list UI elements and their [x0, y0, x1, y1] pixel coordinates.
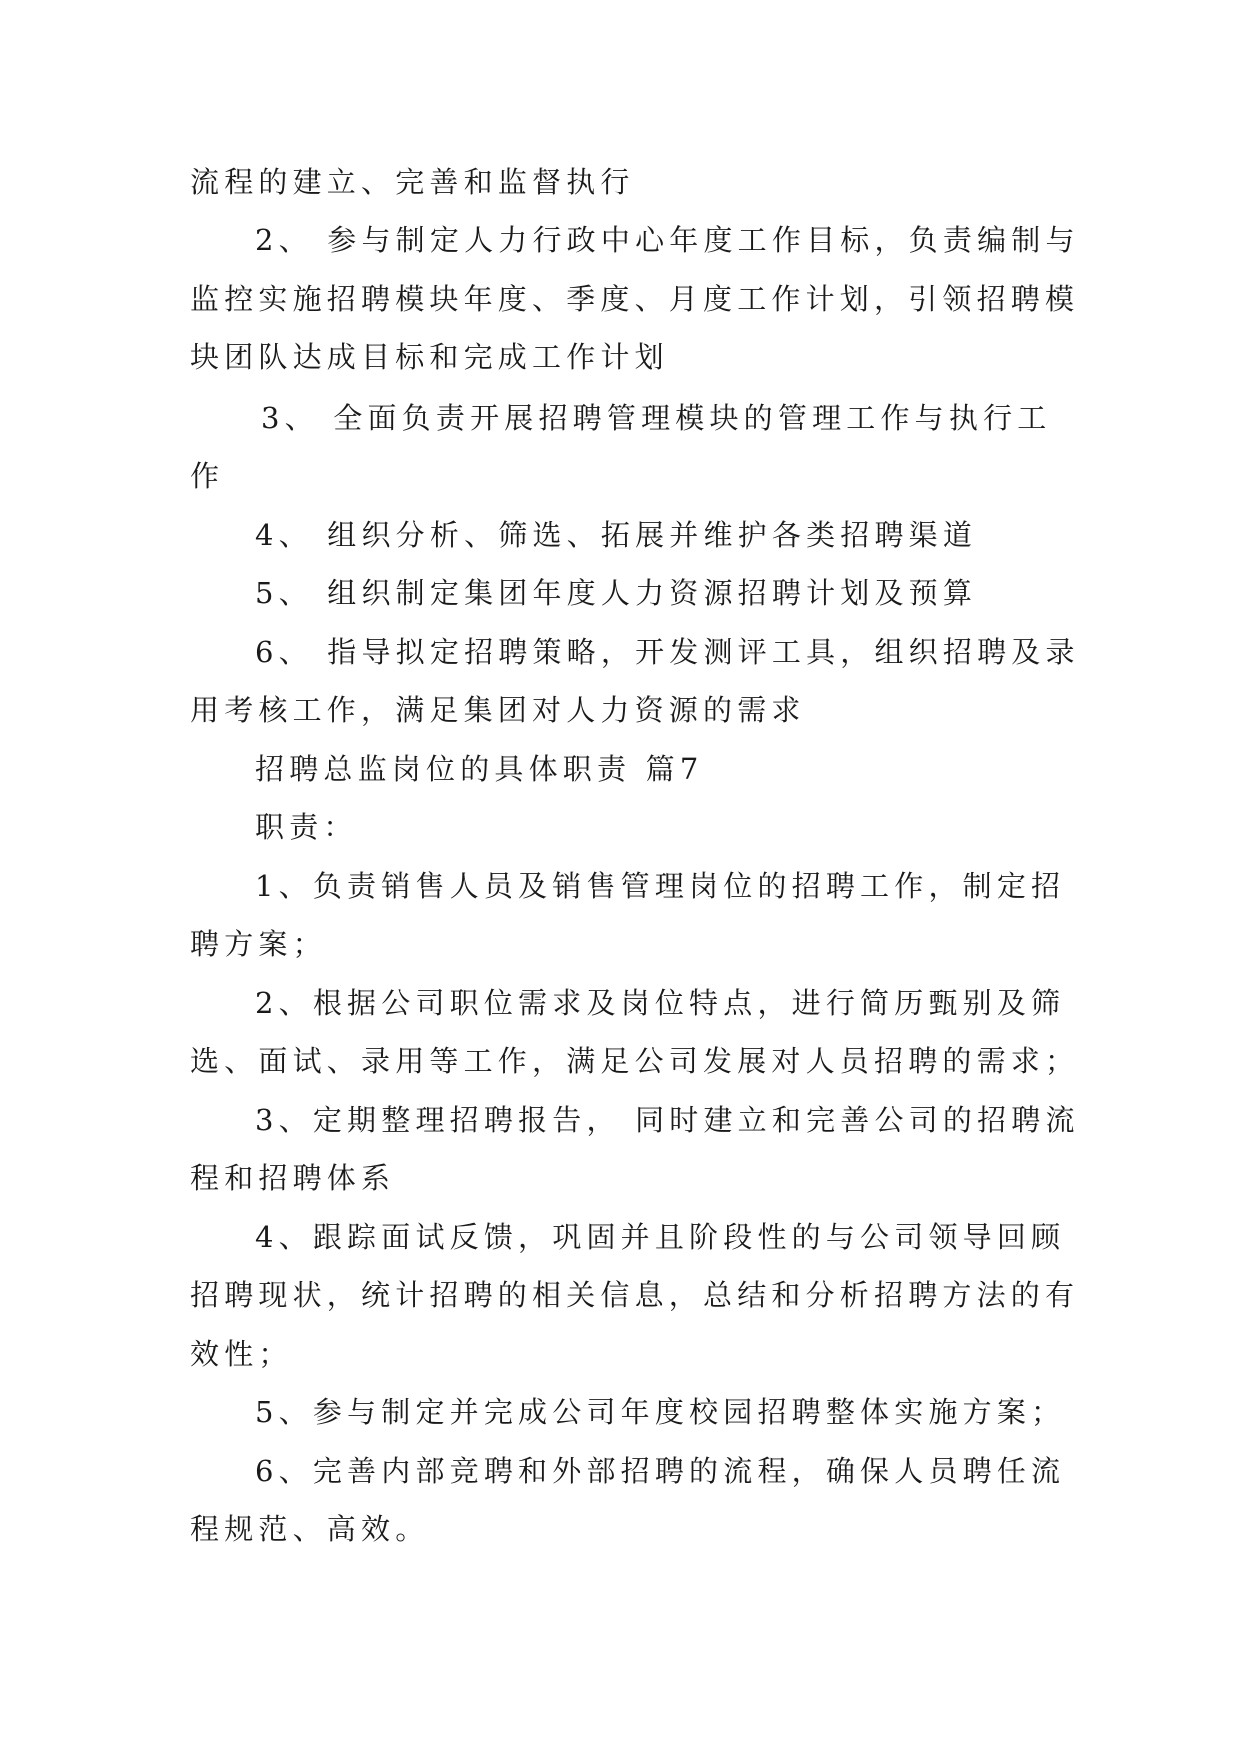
text-line: 程规范、高效。 — [190, 1512, 430, 1546]
text-line: 用考核工作，满足集团对人力资源的需求 — [190, 693, 806, 727]
section-heading: 招聘总监岗位的具体职责 篇7 — [255, 752, 704, 786]
text-line: 程和招聘体系 — [190, 1161, 396, 1195]
text-line: 聘方案； — [190, 927, 327, 961]
text-line: 流程的建立、完善和监督执行 — [190, 165, 635, 199]
text-line: 招聘现状，统计招聘的相关信息，总结和分析招聘方法的有 — [190, 1278, 1080, 1312]
text-line: 监控实施招聘模块年度、季度、月度工作计划，引领招聘模 — [190, 282, 1080, 316]
text-line: 2、根据公司职位需求及岗位特点，进行简历甄别及筛 — [255, 986, 1066, 1020]
text-line: 6、 指导拟定招聘策略，开发测评工具，组织招聘及录 — [255, 635, 1080, 669]
text-line: 4、 组织分析、筛选、拓展并维护各类招聘渠道 — [255, 518, 978, 552]
text-line: 作 — [190, 459, 225, 493]
text-line: 6、完善内部竞聘和外部招聘的流程，确保人员聘任流 — [255, 1454, 1066, 1488]
text-line: 5、参与制定并完成公司年度校园招聘整体实施方案； — [255, 1395, 1066, 1429]
text-line: 5、 组织制定集团年度人力资源招聘计划及预算 — [255, 576, 978, 610]
text-line: 效性； — [190, 1337, 293, 1371]
text-line: 块团队达成目标和完成工作计划 — [190, 340, 669, 374]
text-line: 1、负责销售人员及销售管理岗位的招聘工作，制定招 — [255, 869, 1066, 903]
text-line: 3、 全面负责开展招聘管理模块的管理工作与执行工 — [261, 401, 1052, 435]
text-line: 4、跟踪面试反馈，巩固并且阶段性的与公司领导回顾 — [255, 1220, 1066, 1254]
text-line: 职责： — [255, 810, 358, 844]
text-line: 3、定期整理招聘报告， 同时建立和完善公司的招聘流 — [255, 1103, 1080, 1137]
text-line: 2、 参与制定人力行政中心年度工作目标，负责编制与 — [255, 223, 1080, 257]
text-line: 选、面试、录用等工作，满足公司发展对人员招聘的需求； — [190, 1044, 1080, 1078]
